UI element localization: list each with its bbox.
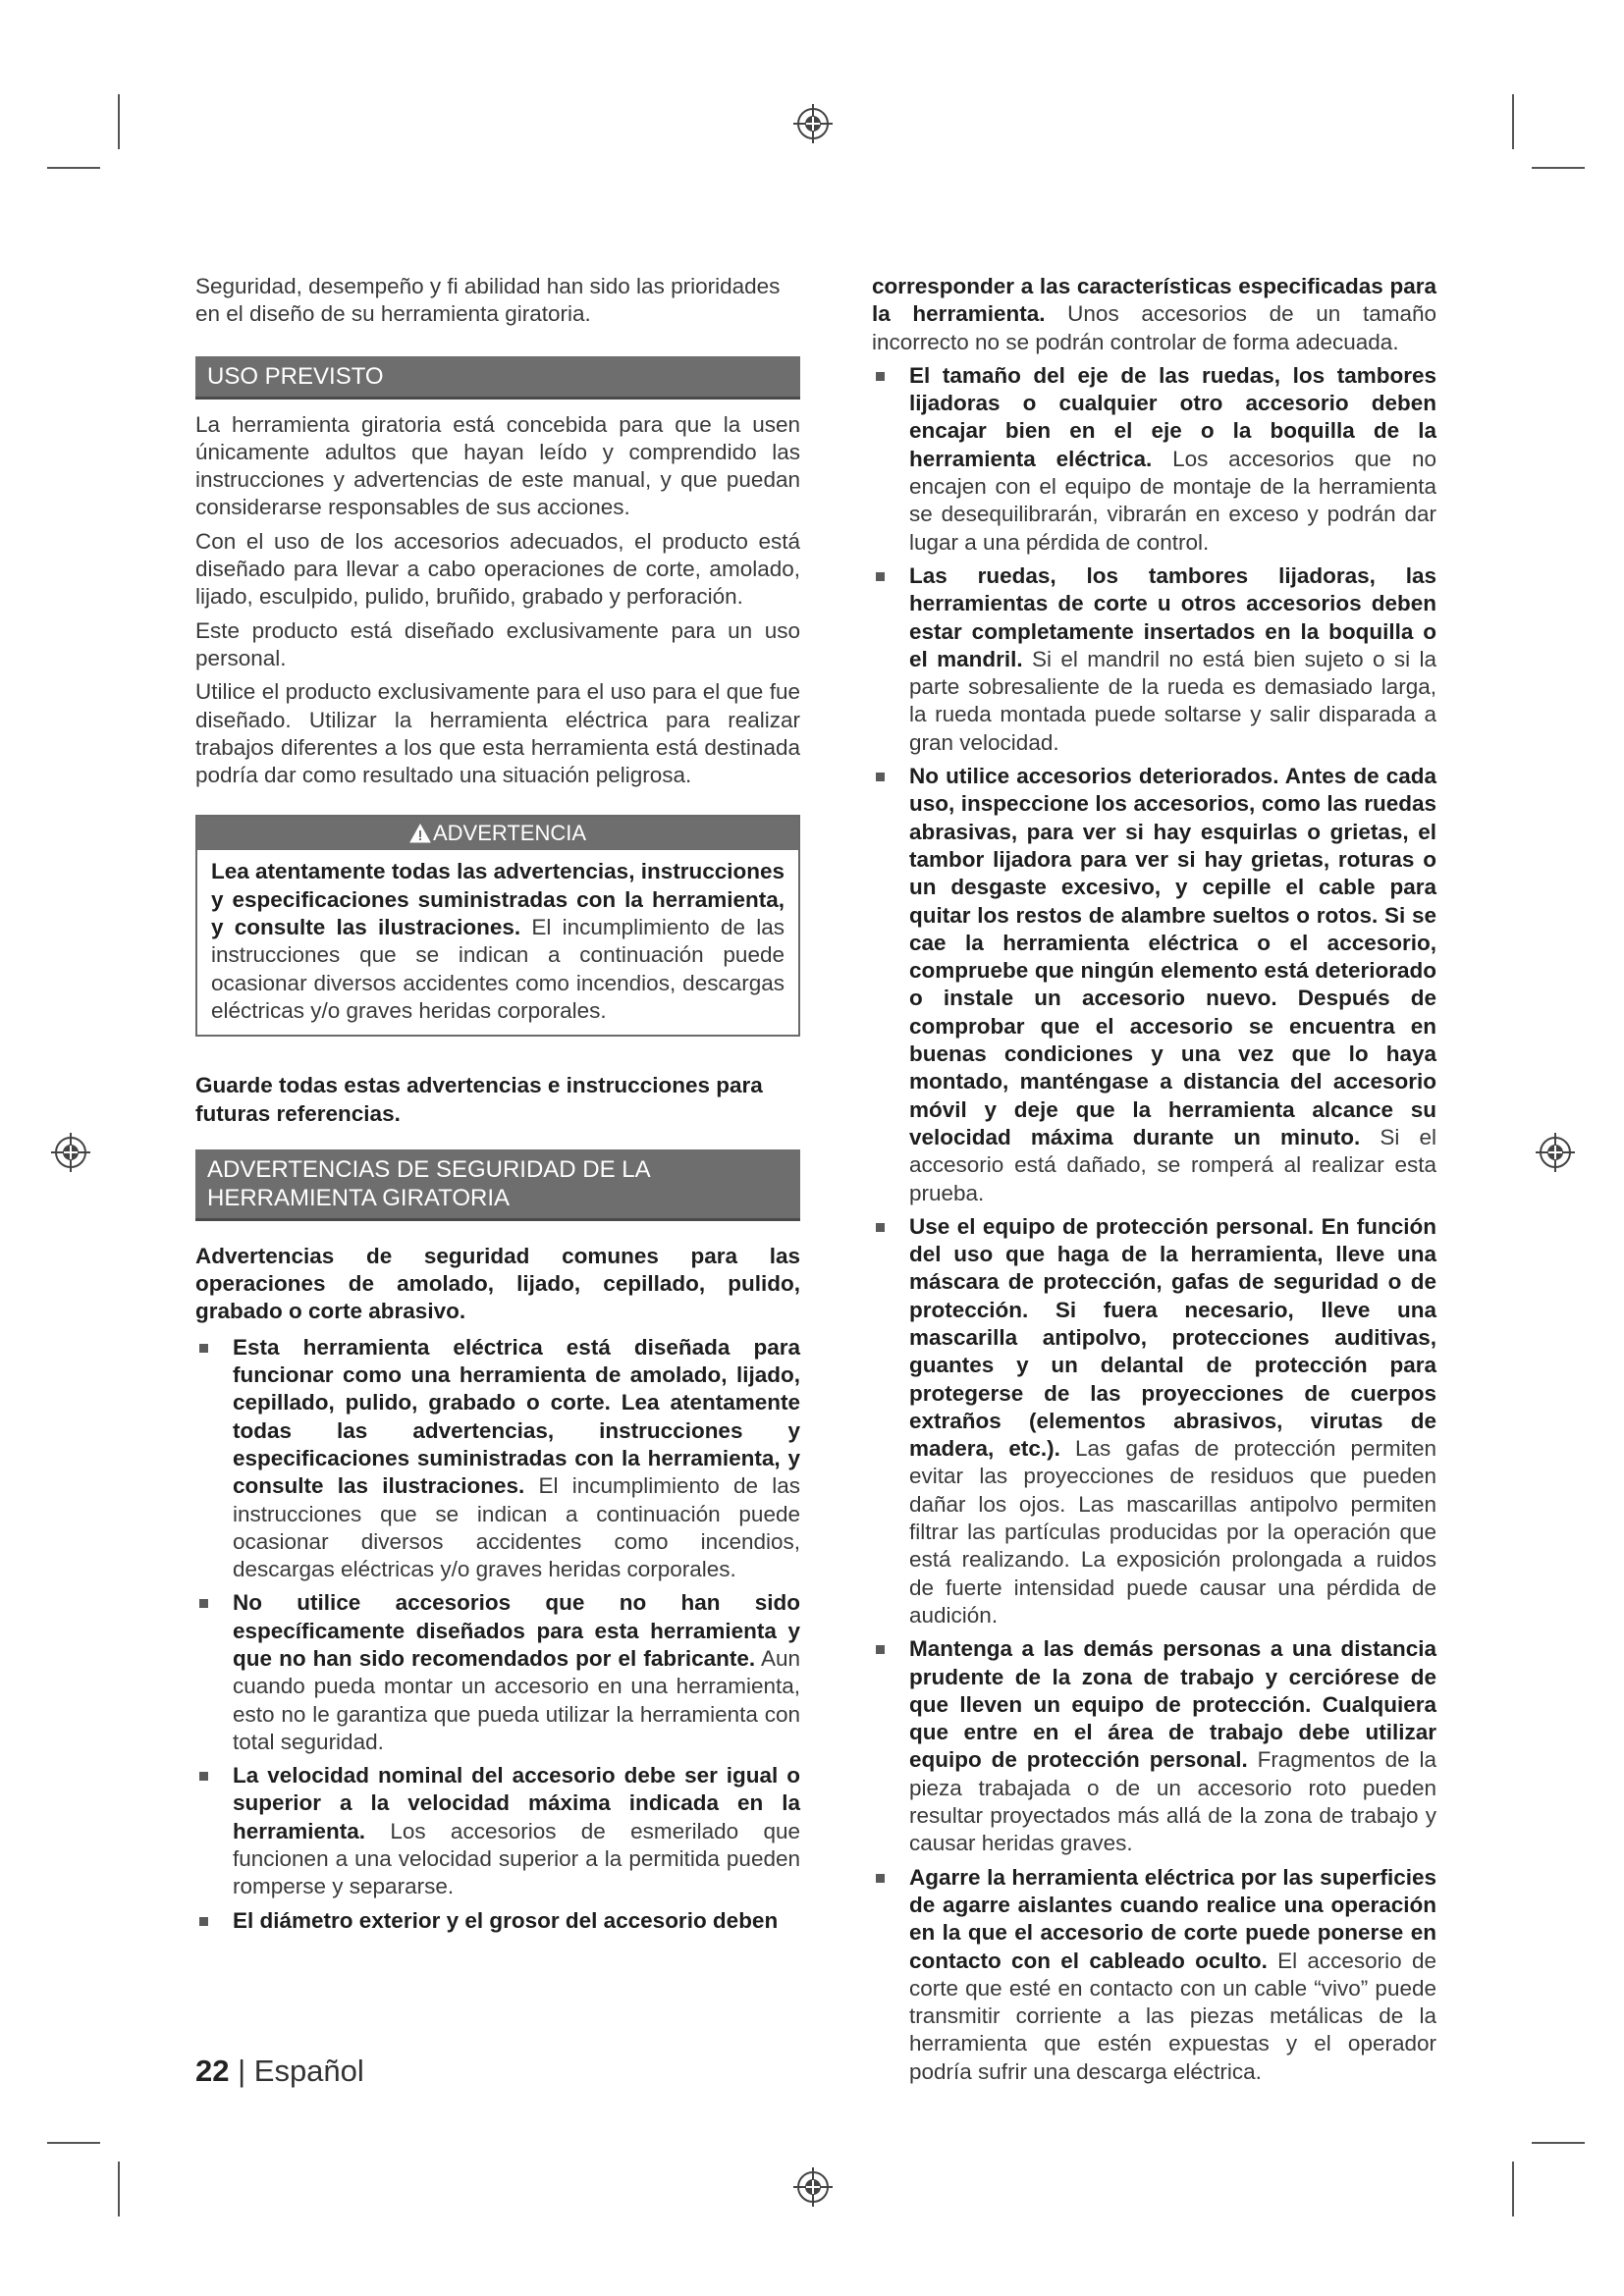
bullet-square-icon [199,1917,208,1926]
crop-mark [47,167,100,169]
section-heading-uso-previsto: USO PREVISTO [195,356,800,400]
crop-mark [1532,2142,1585,2144]
bullet-square-icon [876,773,885,781]
warning-box [195,815,800,1037]
right-bullet-list [872,362,1436,2086]
crop-mark [47,2142,100,2144]
crop-mark [1512,2162,1514,2216]
warning-normal-text: El incumplimiento de las instrucciones que se indican a continuación puede ocasionar diversos accidentes como incendios, descargas eléctricas y/o graves heridas corporales. [211,915,785,1023]
warning-header [197,817,798,850]
bullet-square-icon [876,572,885,581]
list-item: Las ruedas, los tambores lijadoras, las herramientas de corte u otros accesorios deben estar completamente insertados en la boquilla o el mandril. Si el mandril no está bien sujeto o si la parte sobresaliente de la rueda es demasiado larga, la rueda montada puede soltarse y salir disparada a gran velocidad. [872,562,1436,757]
body-paragraph: Con el uso de los accesorios adecuados, el producto está diseñado para llevar a cabo operaciones de corte, amolado, lijado, esculpido, pulido, bruñido, grabado y perforación. [195,528,800,610]
bullet-square-icon [199,1344,208,1353]
body-paragraph: La herramienta giratoria está concebida para que la usen únicamente adultos que hayan leído y comprendido las instrucciones y advertencias de este manual, y que puedan considerarse responsables de sus acciones. [195,411,800,520]
list-item: Use el equipo de protección personal. En función del uso que haga de la herramienta, lleve una máscara de protección, gafas de seguridad o de protección. Si fuera necesario, lleve una mascarilla antipolvo, protecciones auditivas, guantes y un delantal de protección para protegerse de las proyecciones de cuerpos extraños (elementos abrasivos, virutas de madera, etc.). Las gafas de protección permiten evitar las proyecciones de residuos que pueden dañar los ojos. Las mascarillas antipolvo permiten filtrar las partículas producidas por la operación que está realizando. La exposición prolongada a ruidos de fuerte intensidad puede causar una pérdida de audición. [872,1213,1436,1629]
safety-heading-line1: ADVERTENCIAS DE SEGURIDAD DE LA [207,1155,651,1183]
warning-triangle-icon [409,824,431,843]
list-item: El tamaño del eje de las ruedas, los tambores lijadoras o cualquier otro accesorio deben encajar bien en el eje o la boquilla de la herramienta eléctrica. Los accesorios que no encajen con el equipo de montaje de la herramienta se desequilibrarán, vibrarán en exceso y podrán dar lugar a una pérdida de control. [872,362,1436,557]
bullet-square-icon [876,372,885,381]
left-bullet-list [195,1334,800,1935]
page-number: 22 [195,2054,230,2088]
footer-language: Español [253,2054,364,2088]
registration-mark-icon [791,102,835,145]
body-paragraph: Este producto está diseñado exclusivamente para un uso personal. [195,617,800,670]
list-item: No utilice accesorios que no han sido específicamente diseñados para esta herramienta y que no han sido recomendados por el fabricante. Aun cuando pueda montar un accesorio en una herramienta, esto no le garantiza que pueda utilizar la herramienta con total seguridad. [195,1589,800,1756]
section-heading-safety [195,1149,800,1221]
crop-mark [118,94,120,149]
warning-title: ADVERTENCIA [432,821,587,846]
list-item: La velocidad nominal del accesorio debe ser igual o superior a la velocidad máxima indicada en la herramienta. Los accesorios de esmerilado que funcionen a una velocidad superior a la permitida pueden romperse y separarse. [195,1762,800,1900]
warning-bold-text: Lea atentamente todas las advertencias, instrucciones y especificaciones suministradas con la herramienta, y consulte las ilustraciones. [211,859,785,940]
left-column [195,273,800,1941]
crop-mark [1512,94,1514,149]
bullet-square-icon [876,1874,885,1883]
save-instructions-note: Guarde todas estas advertencias e instrucciones para futuras referencias. [195,1073,763,1126]
list-item: El diámetro exterior y el grosor del accesorio deben [195,1907,800,1935]
continued-paragraph: corresponder a las características especificadas para la herramienta. Unos accesorios de un tamaño incorrecto no se podrán controlar de forma adecuada. [872,274,1436,354]
intro-paragraph: Seguridad, desempeño y fi abilidad han sido las prioridades en el diseño de su herramienta giratoria. [195,274,781,327]
page-footer [195,2054,364,2089]
safety-heading-line2: HERRAMIENTA GIRATORIA [207,1184,511,1211]
list-item: Esta herramienta eléctrica está diseñada para funcionar como una herramienta de amolado, lijado, cepillado, pulido, grabado o corte. Lea atentamente todas las advertencias, instrucciones y especificaciones suministradas con la herramienta, y consulte las ilustraciones. El incumplimiento de las instrucciones que se indican a continuación puede ocasionar diversos accidentes como incendios, descargas eléctricas y/o graves heridas corporales. [195,1334,800,1584]
registration-mark-icon [1534,1131,1577,1174]
safety-intro: Advertencias de seguridad comunes para las operaciones de amolado, lijado, cepillado, pulido, grabado o corte abrasivo. [195,1243,800,1324]
bullet-square-icon [876,1223,885,1232]
list-item: Agarre la herramienta eléctrica por las superficies de agarre aislantes cuando realice una operación en la que el accesorio de corte puede ponerse en contacto con el cableado oculto. El accesorio de corte que esté en contacto con un cable “vivo” puede transmitir corriente a las piezas metálicas de la herramienta que estén expuestas y el operador podría sufrir una descarga eléctrica. [872,1864,1436,2086]
bullet-square-icon [199,1772,208,1781]
body-paragraph: Utilice el producto exclusivamente para el uso para el que fue diseñado. Utilizar la herramienta eléctrica para realizar trabajos diferentes a los que esta herramienta está destinada podría dar como resultado una situación peligrosa. [195,679,800,788]
bullet-square-icon [199,1599,208,1608]
footer-separator: | [229,2054,254,2088]
list-item: No utilice accesorios deteriorados. Antes de cada uso, inspeccione los accesorios, como las ruedas abrasivas, para ver si hay esquirlas o grietas, el tambor lijadora para ver si hay grietas, roturas o un desgaste excesivo, y cepille el cable para quitar los restos de alambre sueltos o rotos. Si se cae la herramienta eléctrica o el accesorio, compruebe que ningún elemento está deteriorado o instale un accesorio nuevo. Después de comprobar que el accesorio se encuentra en buenas condiciones y una vez que lo haya montado, manténgase a distancia del accesorio móvil y deje que la herramienta alcance su velocidad máxima durante un minuto. Si el accesorio está dañado, se romperá al realizar esta prueba. [872,763,1436,1207]
right-column [872,273,1436,2092]
crop-mark [1532,167,1585,169]
crop-mark [118,2162,120,2216]
registration-mark-icon [49,1131,92,1174]
registration-mark-icon [791,2165,835,2209]
bullet-square-icon [876,1645,885,1654]
list-item: Mantenga a las demás personas a una distancia prudente de la zona de trabajo y cerciórese de que lleven un equipo de protección. Cualquiera que entre en el área de trabajo debe utilizar equipo de protección personal. Fragmentos de la pieza trabajada o de un accesorio roto pueden resultar proyectados más allá de la zona de trabajo y causar heridas graves. [872,1635,1436,1857]
